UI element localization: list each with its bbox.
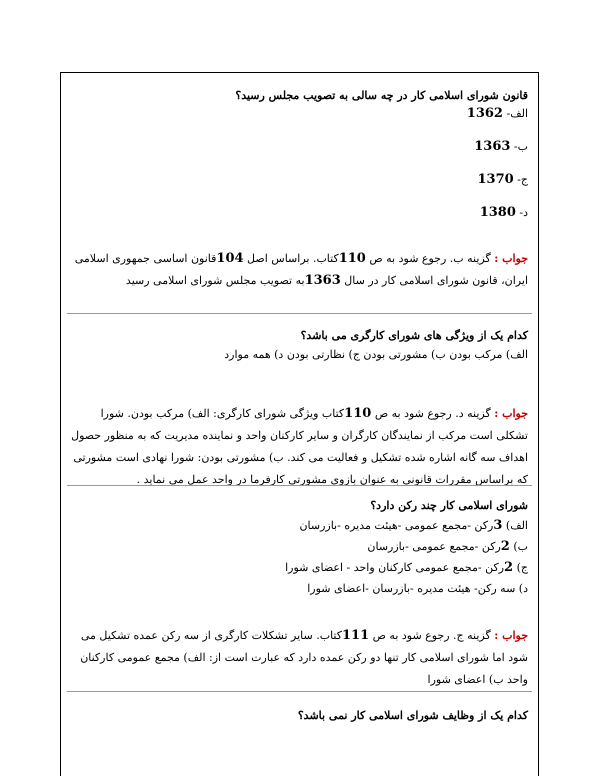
option-text: رکن -مجمع عمومی -هیئت مدیره -بازرسان <box>299 519 494 532</box>
option-a <box>68 106 528 121</box>
separator-line <box>67 485 532 486</box>
option-label: د- <box>519 206 528 219</box>
answer-1 <box>68 248 528 292</box>
page-frame <box>60 72 539 776</box>
question-2 <box>68 329 528 361</box>
answer-text: قانون اساسی جمهوری اسلامی ایران، قانون شورای اسلامی کار در سال <box>74 252 528 287</box>
answer-number: 104 <box>216 251 244 266</box>
option-c <box>68 172 528 187</box>
option-label: الف- <box>506 107 528 120</box>
option-value: 1363 <box>474 139 511 154</box>
question-1 <box>68 89 528 220</box>
answer-text: گزینه د. رجوع شود به ص <box>374 407 491 420</box>
answer-text: گزینه ب. رجوع شود به ص <box>369 252 491 265</box>
option-label: د) <box>518 582 528 595</box>
option-b <box>68 539 528 554</box>
question-2-text: کدام یک از ویژگی های شورای کارگری می باشد؟ <box>300 329 528 342</box>
answer-text: کتاب. براساس اصل <box>247 252 339 265</box>
answer-number: 110 <box>344 406 372 421</box>
question-4 <box>68 709 528 722</box>
answer-number: 111 <box>341 628 370 643</box>
option-label: ج) <box>516 561 528 574</box>
answer-label: جواب : <box>494 407 528 420</box>
answer-label: جواب : <box>494 252 528 265</box>
option-label: ب) <box>513 540 528 553</box>
option-label: ج- <box>517 173 528 186</box>
options-line: الف) مرکب بودن ب) مشورتی بودن ج) نظارتی بودن د) همه موارد <box>224 348 528 361</box>
question-1-text: قانون شورای اسلامی کار در چه سالی به تصویب مجلس رسید؟ <box>235 89 528 102</box>
option-value: 1362 <box>466 106 503 121</box>
option-text: رکن -مجمع عمومی -بازرسان <box>367 540 501 553</box>
answer-3 <box>68 625 528 691</box>
question-4-text: کدام یک از وظایف شورای اسلامی کار نمی باشد؟ <box>297 709 528 722</box>
option-text: رکن -مجمع عمومی کارکنان واحد - اعضای شورا <box>285 561 505 574</box>
option-number: 2 <box>504 560 514 575</box>
option-value: 1370 <box>477 172 514 187</box>
option-value: 1380 <box>479 205 516 220</box>
option-number: 3 <box>493 518 503 533</box>
answer-number: 1363 <box>304 273 341 288</box>
option-c <box>68 560 528 575</box>
option-d <box>68 581 528 596</box>
separator-line <box>67 691 532 692</box>
option-label: الف) <box>505 519 528 532</box>
question-3 <box>68 499 528 596</box>
option-label: ب- <box>513 140 528 153</box>
option-number: 2 <box>500 539 510 554</box>
answer-text: کتاب. سایر تشکلات کارگری از سه رکن عمده تشکیل می شود اما شورای اسلامی کار تنها دو رکن عمده دارد که عبارت است از: الف) مجمع عمومی کارکنان واحد ب) اعضای شورا <box>80 629 528 686</box>
question-3-text: شورای اسلامی کار چند رکن دارد؟ <box>370 499 528 512</box>
option-d <box>68 205 528 220</box>
option-a <box>68 518 528 533</box>
answer-text: کتاب ویژگی شورای کارگری: الف) مرکب بودن. شورا تشکلی است مرکب از نمایندگان کارگران و سایر کارکنان واحد و نماینده مدیریت که به منظور حصول اهداف سه گانه اشاره شده تشکیل و فعالیت می کند. ب) مشورتی بودن: شورا نهادی است مشورتی که براساس مقررات قانونی به عنوان بازوی مشورتی کارفرما در واحد عمل می نماید . <box>71 407 528 486</box>
answer-label: جواب : <box>494 629 528 642</box>
option-b <box>68 139 528 154</box>
answer-text: به تصویب مجلس شورای اسلامی رسید <box>125 274 305 287</box>
answer-number: 110 <box>338 251 366 266</box>
option-text: سه رکن- هیئت مدیره -بازرسان -اعضای شورا <box>307 582 516 595</box>
answer-2 <box>68 403 528 491</box>
answer-text: گزینه ج. رجوع شود به ص <box>372 629 491 642</box>
separator-line <box>67 313 532 314</box>
